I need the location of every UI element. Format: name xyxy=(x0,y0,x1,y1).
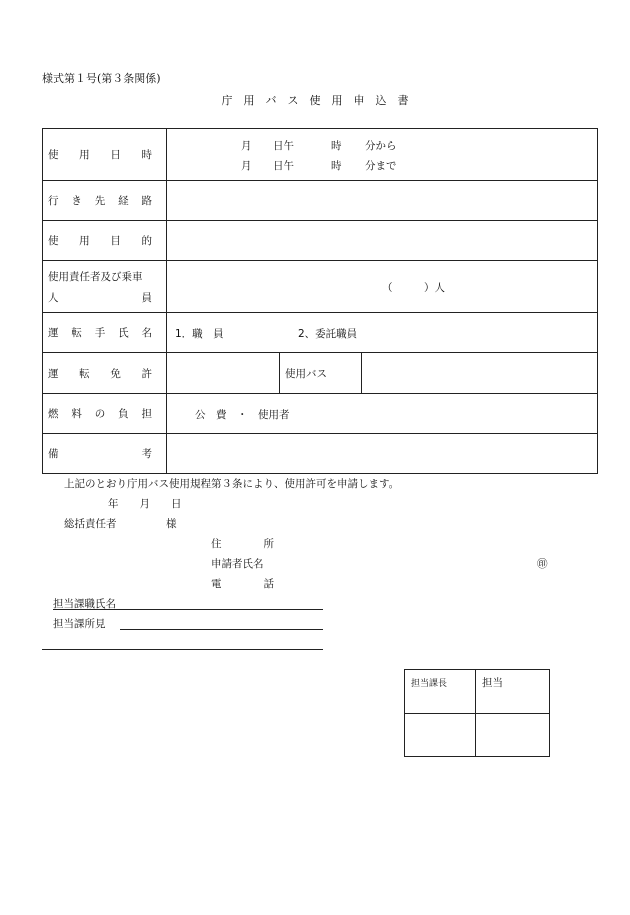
label-remarks-b: 考 xyxy=(141,448,152,460)
staff-opinion-line-2[interactable] xyxy=(42,649,323,650)
form-number: 様式第１号(第３条関係) xyxy=(42,72,161,85)
driver-option-contract-staff[interactable]: 2、委託職員 xyxy=(298,328,358,340)
end-day-ampm: 日午 xyxy=(273,160,294,172)
applicant-phone-label: 電 話 xyxy=(211,578,274,590)
application-date: 年 月 日 xyxy=(108,498,182,510)
field-destination[interactable] xyxy=(167,181,598,221)
row-remarks xyxy=(43,434,598,474)
approval-chief-stamp[interactable] xyxy=(405,714,476,757)
row-passengers xyxy=(43,261,598,313)
approval-staff-label: 担当 xyxy=(482,677,503,689)
staff-opinion-label: 担当課所見 xyxy=(53,618,106,630)
approval-staff-stamp[interactable] xyxy=(476,714,550,757)
field-driver[interactable] xyxy=(167,313,598,353)
staff-name-line[interactable] xyxy=(53,609,323,610)
label-remarks-a: 備 xyxy=(48,448,59,460)
seal-icon: ㊞ xyxy=(537,558,548,570)
application-statement: 上記のとおり庁用バス使用規程第３条により、使用許可を申請します。 xyxy=(64,478,400,490)
row-usage-datetime xyxy=(43,129,598,181)
field-remarks[interactable] xyxy=(167,434,598,474)
label-passengers-line1: 使用責任者及び乗車 xyxy=(48,270,143,283)
label-passengers-line2b: 員 xyxy=(141,291,152,304)
field-license-container xyxy=(167,353,598,394)
field-purpose[interactable] xyxy=(167,221,598,261)
label-purpose: 使 用 目 的 xyxy=(48,235,152,247)
row-purpose xyxy=(43,221,598,261)
label-passengers-line2a: 人 xyxy=(48,291,59,304)
page-title: 庁 用 バ ス 使 用 申 込 書 xyxy=(221,94,409,107)
label-fuel: 燃 料 の 負 担 xyxy=(48,408,152,420)
field-fuel[interactable] xyxy=(167,394,598,434)
label-license: 運 転 免 許 xyxy=(48,367,152,380)
field-bus[interactable] xyxy=(362,353,597,393)
fuel-options: 公 費 ・ 使用者 xyxy=(195,409,290,421)
row-driver xyxy=(43,313,598,353)
field-license[interactable] xyxy=(167,353,280,393)
application-form-table xyxy=(42,128,598,474)
end-month: 月 xyxy=(241,160,252,172)
label-bus: 使用バス xyxy=(280,353,362,393)
end-minute: 分まで xyxy=(365,160,397,172)
addressee-title: 総括責任者 xyxy=(64,518,117,530)
field-usage-datetime[interactable] xyxy=(167,129,598,181)
approval-table xyxy=(404,669,550,757)
label-destination: 行 き 先 経 路 xyxy=(48,195,152,207)
row-license xyxy=(43,353,598,394)
addressee-honorific: 様 xyxy=(166,518,177,530)
label-usage-datetime: 使 用 日 時 xyxy=(48,149,152,161)
applicant-name-label: 申請者氏名 xyxy=(211,558,264,570)
end-hour: 時 xyxy=(331,160,342,172)
start-minute: 分から xyxy=(365,140,397,152)
staff-opinion-line[interactable] xyxy=(120,629,323,630)
staff-name-label: 担当課職氏名 xyxy=(53,598,116,610)
start-hour: 時 xyxy=(331,140,342,152)
row-destination xyxy=(43,181,598,221)
approval-chief-label: 担当課長 xyxy=(411,679,448,689)
driver-option-staff[interactable]: 1．職 員 xyxy=(175,328,224,340)
label-driver: 運 転 手 氏 名 xyxy=(48,327,152,339)
applicant-address-label: 住 所 xyxy=(211,538,274,550)
start-month: 月 xyxy=(241,140,252,152)
field-passengers[interactable] xyxy=(167,261,598,313)
start-day-ampm: 日午 xyxy=(273,140,294,152)
row-fuel xyxy=(43,394,598,434)
passenger-count: （ ）人 xyxy=(382,282,445,294)
